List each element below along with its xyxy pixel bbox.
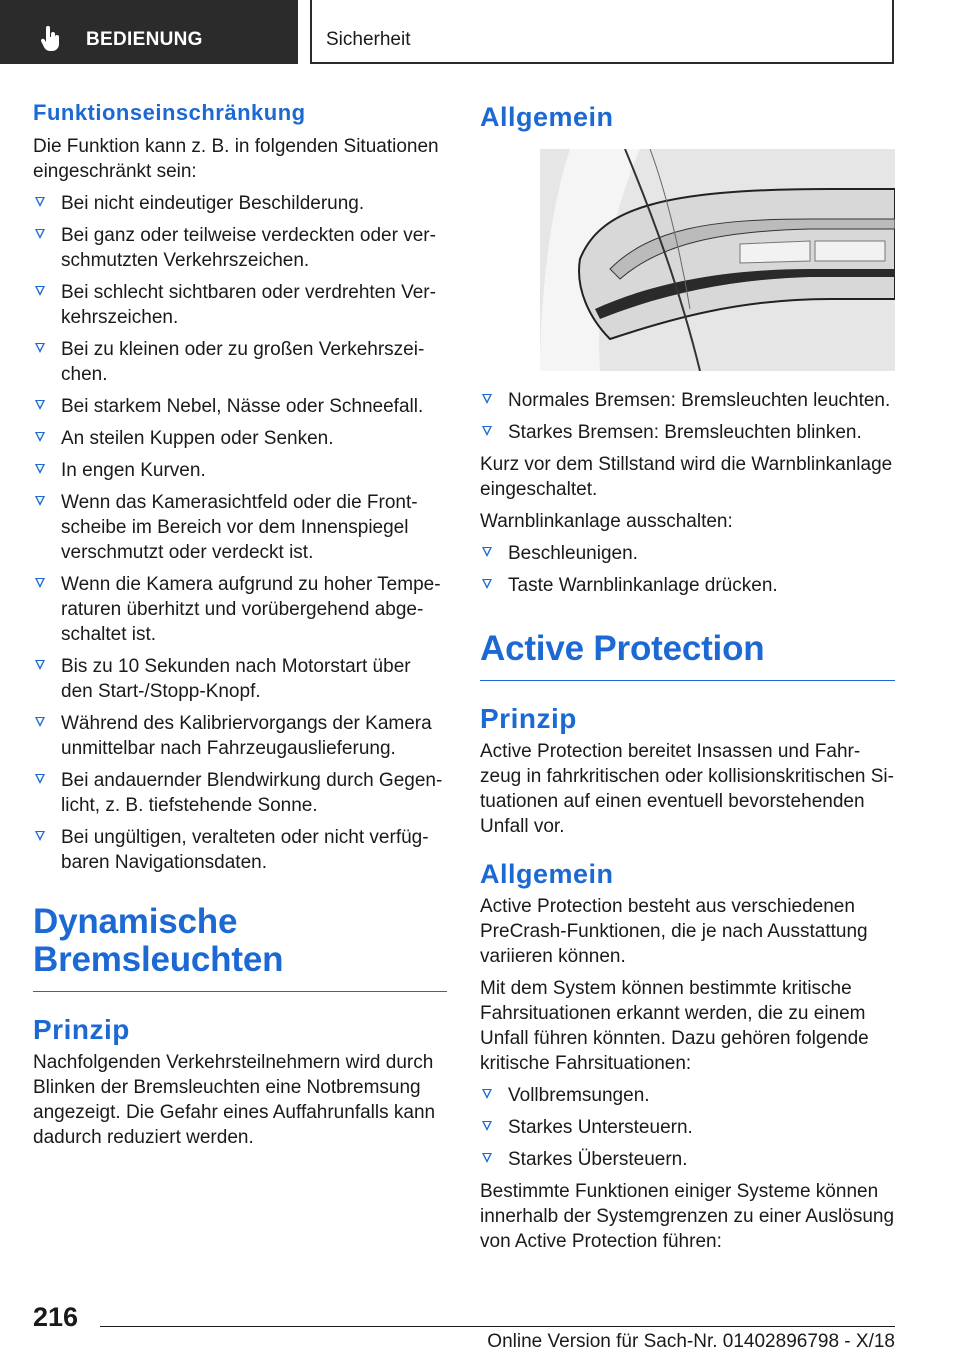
triangle-bullet-icon	[35, 197, 45, 207]
list-item: Bei starkem Nebel, Nässe oder Schneefall.	[33, 394, 447, 419]
list-item: Bei andauernder Blendwirkung durch Gegen‐licht, z. B. tiefstehende Sonne.	[33, 768, 447, 818]
hand-pointer-icon	[40, 26, 62, 52]
triangle-bullet-icon	[35, 464, 45, 474]
footer-divider	[100, 1326, 895, 1327]
list-item: Beschleunigen.	[480, 541, 895, 566]
triangle-bullet-icon	[35, 660, 45, 670]
triangle-bullet-icon	[482, 1153, 492, 1163]
footer-version-text: Online Version für Sach-Nr. 01402896798 - X/18	[487, 1331, 895, 1352]
list-item: Bei ganz oder teilweise verdeckten oder ver‐schmutzten Verkehrszeichen.	[33, 223, 447, 273]
triangle-bullet-icon	[35, 400, 45, 410]
ap-prinzip-heading: Prinzip	[480, 703, 577, 734]
allgemein-heading: Allgemein	[480, 102, 614, 132]
list-item: Bei nicht eindeutiger Beschilderung.	[33, 191, 447, 216]
allgemein-text-2: Warnblinkanlage ausschalten:	[480, 511, 733, 532]
dynamische-bremsleuchten-title: Dynamische Bremsleuchten	[33, 903, 447, 992]
ap-text-3: Bestimmte Funktionen einiger Systeme können innerhalb der Systemgrenzen zu einer Auslösung von Active Protection führen:	[480, 1181, 895, 1252]
triangle-bullet-icon	[35, 432, 45, 442]
chapter-tab	[0, 0, 298, 64]
hazard-off-list	[480, 541, 895, 598]
list-item: Starkes Bremsen: Bremsleuchten blinken.	[480, 420, 895, 445]
funktionseinschraenkung-heading: Funktionseinschränkung	[33, 100, 306, 125]
triangle-bullet-icon	[35, 229, 45, 239]
triangle-bullet-icon	[482, 547, 492, 557]
chapter-label: BEDIENUNG	[86, 29, 203, 50]
triangle-bullet-icon	[35, 717, 45, 727]
ap-allgemein-text-1: Active Protection besteht aus verschiedenen PreCrash-Funktionen, die je nach Ausstattung variieren können.	[480, 896, 868, 967]
list-item: Starkes Übersteuern.	[480, 1147, 895, 1172]
page-number: 216	[33, 1302, 79, 1332]
triangle-bullet-icon	[482, 1121, 492, 1131]
triangle-bullet-icon	[35, 831, 45, 841]
ap-allgemein-text-2: Mit dem System können bestimmte kritische Fahrsituationen erkannt werden, die zu einem Unfall führen könnten. Dazu gehören folgende kritische Fahrsituationen:	[480, 978, 869, 1074]
triangle-bullet-icon	[482, 579, 492, 589]
list-item: Wenn das Kamerasichtfeld oder die Front‐scheibe im Bereich vor dem Innenspiegel verschmutzt oder verdeckt ist.	[33, 490, 447, 565]
list-item: Bei ungültigen, veralteten oder nicht verfüg‐baren Navigationsdaten.	[33, 825, 447, 875]
brake-light-illustration	[540, 149, 895, 371]
list-item: Starkes Untersteuern.	[480, 1115, 895, 1140]
triangle-bullet-icon	[35, 578, 45, 588]
triangle-bullet-icon	[35, 496, 45, 506]
ap-allgemein-heading: Allgemein	[480, 859, 614, 889]
triangle-bullet-icon	[35, 774, 45, 784]
list-item: Während des Kalibriervorgangs der Kamera unmittelbar nach Fahrzeugauslieferung.	[33, 711, 447, 761]
db-prinzip-heading: Prinzip	[33, 1014, 130, 1045]
list-item: Vollbremsungen.	[480, 1083, 895, 1108]
active-protection-title: Active Protection	[480, 630, 895, 681]
left-column	[33, 100, 447, 1157]
triangle-bullet-icon	[35, 343, 45, 353]
list-item: Bei schlecht sichtbaren oder verdrehten Ver‐kehrszeichen.	[33, 280, 447, 330]
list-item: Bei zu kleinen oder zu großen Verkehrszei‐chen.	[33, 337, 447, 387]
brake-list	[480, 388, 895, 445]
list-item: Taste Warnblinkanlage drücken.	[480, 573, 895, 598]
triangle-bullet-icon	[482, 426, 492, 436]
list-item: Wenn die Kamera aufgrund zu hoher Tempe‐raturen überhitzt und vorübergehend abge‐schaltet ist.	[33, 572, 447, 647]
list-item: Normales Bremsen: Bremsleuchten leuchten.	[480, 388, 895, 413]
section-title: Sicherheit	[326, 29, 411, 50]
right-column	[480, 100, 895, 1261]
funktionseinschraenkung-intro: Die Funktion kann z. B. in folgenden Situationen eingeschränkt sein:	[33, 136, 439, 182]
limitation-list	[33, 191, 447, 875]
triangle-bullet-icon	[35, 286, 45, 296]
db-prinzip-text: Nachfolgenden Verkehrsteilnehmern wird durch Blinken der Bremsleuchten eine Notbremsung angezeigt. Die Gefahr eines Auffahrunfalls kann dadurch reduziert werden.	[33, 1052, 436, 1148]
allgemein-text-1: Kurz vor dem Stillstand wird die Warnblinkanlage eingeschaltet.	[480, 454, 893, 500]
ap-prinzip-text: Active Protection bereitet Insassen und Fahr‐zeug in fahrkritischen oder kollisionskritischen Si‐tuationen auf einen eventuell bevorstehenden Unfall vor.	[480, 741, 894, 837]
list-item: An steilen Kuppen oder Senken.	[33, 426, 447, 451]
triangle-bullet-icon	[482, 394, 492, 404]
section-header	[310, 0, 894, 64]
critical-situations-list	[480, 1083, 895, 1172]
list-item: In engen Kurven.	[33, 458, 447, 483]
triangle-bullet-icon	[482, 1089, 492, 1099]
list-item: Bis zu 10 Sekunden nach Motorstart über den Start-/Stopp-Knopf.	[33, 654, 447, 704]
